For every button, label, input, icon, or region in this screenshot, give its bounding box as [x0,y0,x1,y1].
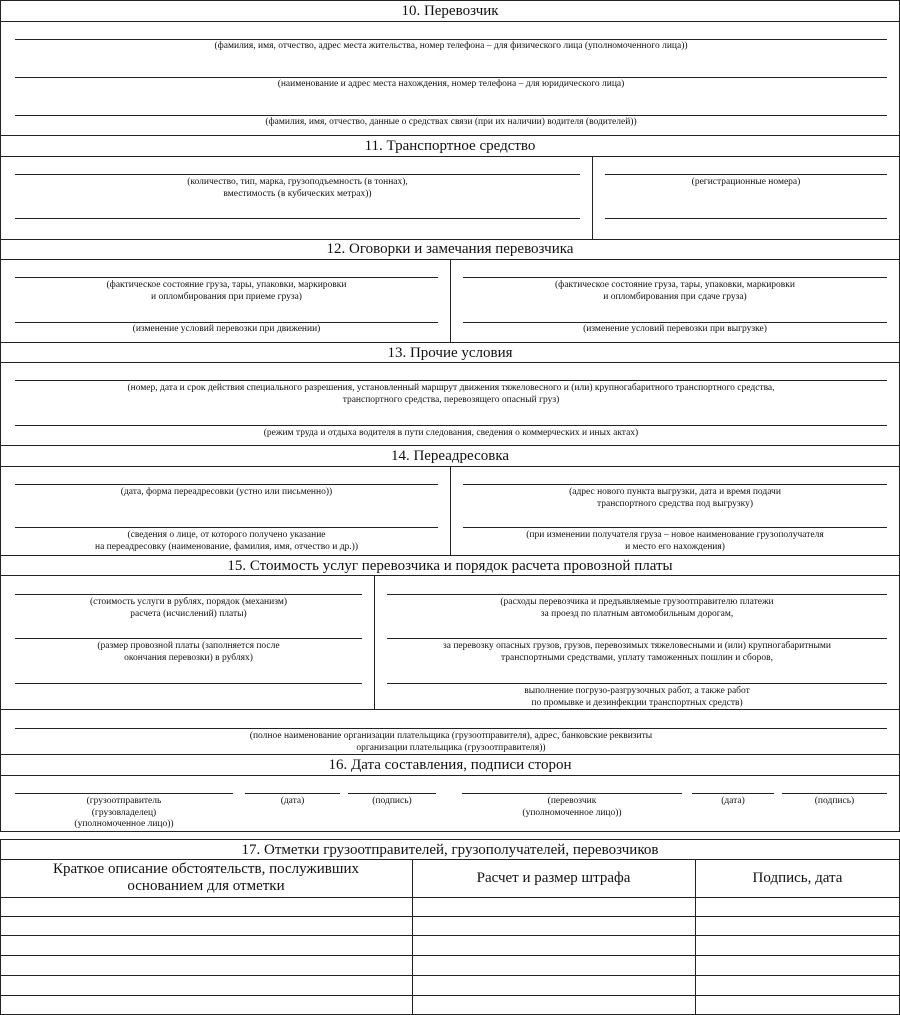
section-16-title-rule [0,775,900,776]
table-row[interactable] [0,935,900,936]
column-header-fine: Расчет и размер штрафа [476,870,631,886]
section-11-title: 11. Транспортное средство [364,138,536,154]
carrier-date-caption: (дата) [721,796,745,806]
vehicle-type-field[interactable] [15,174,580,175]
service-cost-field[interactable] [15,594,362,595]
special-permit-caption: (номер, дата и срок действия специального разрешения, установленный маршрут движения тяжеловесного и (или) крупногабаритного транспортного средства, транспортного средства, перевозящего опасный груз) [127,383,775,405]
column-header-signature: Подпись, дата [752,870,843,886]
redirect-person-caption: (сведения о лице, от которого получено указание на переадресовку (наименование, фамилия, имя, отчество и др.)) [95,530,358,552]
special-permit-field[interactable] [15,380,887,381]
new-unloading-address-caption: (адрес нового пункта выгрузки, дата и время подачи транспортного средства под выгрузку) [569,487,781,509]
section-10-title: 10. Перевозчик [401,3,499,19]
section-17-title: 17. Отметки грузоотправителей, грузополучателей, перевозчиков [241,842,659,858]
section-16-title: 16. Дата составления, подписи сторон [328,757,572,773]
section-12-divider [450,259,451,343]
loading-works-caption: выполнение погрузо-разгрузочных работ, а также работ по промывке и дезинфекции транспортных средств) [524,686,750,708]
carrier-caption: (перевозчик (уполномоченное лицо)) [522,796,622,818]
table-row[interactable] [0,955,900,956]
section-14-divider [450,466,451,556]
redirect-date-field[interactable] [15,484,438,485]
shipper-date-caption: (дата) [280,796,305,806]
carrier-sign-field[interactable] [782,793,887,794]
conditions-unloading-field[interactable] [463,322,887,323]
section-17-title-rule [0,859,900,860]
conditions-moving-caption: (изменение условий перевозки при движении) [132,324,321,334]
driver-caption: (фамилия, имя, отчество, данные о средствах связи (при их наличии) водителя (водителей)) [265,117,637,127]
section-15-title: 15. Стоимость услуг перевозчика и порядок расчета провозной платы [227,558,673,574]
driver-field[interactable] [15,115,887,116]
new-unloading-address-field[interactable] [463,484,887,485]
section-11-divider [592,156,593,240]
cargo-state-loading-caption: (фактическое состояние груза, тары, упаковки, маркировки и опломбирования при приеме груза) [106,280,347,302]
payer-organization-field[interactable] [15,728,887,729]
carrier-person-caption: (фамилия, имя, отчество, адрес места жительства, номер телефона – для физического лица (уполномоченного лица)) [214,41,688,51]
dangerous-goods-field[interactable] [387,638,887,639]
conditions-unloading-caption: (изменение условий перевозки при выгрузке) [583,324,767,334]
registration-number-caption: (регистрационные номера) [691,177,801,187]
section-15-title-rule [0,575,900,576]
driver-work-mode-caption: (режим труда и отдыха водителя в пути следования, сведения о коммерческих и иных актах) [263,428,639,438]
carrier-date-field[interactable] [692,793,774,794]
table-row[interactable] [0,995,900,996]
shipper-caption: (грузоотправитель (грузовладелец) (уполномоченное лицо)) [74,796,174,829]
dangerous-goods-caption: за перевозку опасных грузов, грузов, перевозимых тяжеловесными и (или) крупногабаритными транспортными средствами, уплату таможенных пошлин и сборов, [443,641,831,663]
new-consignee-field[interactable] [463,527,887,528]
service-cost-caption: (стоимость услуги в рублях, порядок (механизм) расчета (исчислений) платы) [89,597,288,619]
shipper-signature-field[interactable] [15,793,233,794]
freight-charge-field[interactable] [15,638,362,639]
cargo-state-loading-field[interactable] [15,277,438,278]
carrier-person-field[interactable] [15,39,887,40]
section-14-title: 14. Переадресовка [390,448,510,464]
section-15-divider [374,575,375,709]
section-15-inner-rule [0,709,900,710]
freight-charge-caption: (размер провозной платы (заполняется после окончания перевозки) в рублях) [97,641,280,663]
section-12-title: 12. Оговорки и замечания перевозчика [326,241,574,257]
new-consignee-caption: (при изменении получателя груза – новое наименование грузополучателя и место его нахождения) [526,530,824,552]
redirect-date-caption: (дата, форма переадресовки (устно или письменно)) [120,487,333,497]
cargo-state-delivery-field[interactable] [463,277,887,278]
registration-number-field-2[interactable] [605,218,887,219]
column-header-description: Краткое описание обстоятельств, послуживших основанием для отметки [53,861,359,894]
section-10-title-rule [0,21,900,22]
carrier-signature-field[interactable] [462,793,682,794]
shipper-sign-caption: (подпись) [372,796,412,806]
payer-organization-caption: (полное наименование организации плательщика (грузоотправителя), адрес, банковские реквизиты организации плательщика (грузоотправителя)) [249,731,653,753]
shipper-sign-field[interactable] [348,793,436,794]
carrier-company-caption: (наименование и адрес места нахождения, номер телефона – для юридического лица) [277,79,625,89]
table-row[interactable] [0,975,900,976]
toll-roads-caption: (расходы перевозчика и предъявляемые грузоотправителю платежи за проезд по платным автомобильным дорогам, [500,597,774,619]
driver-work-mode-field[interactable] [15,425,887,426]
redirect-person-field[interactable] [15,527,438,528]
carrier-company-field[interactable] [15,77,887,78]
freight-charge-field-2[interactable] [15,683,362,684]
shipper-date-field[interactable] [245,793,340,794]
section-13-title: 13. Прочие условия [387,345,513,361]
cargo-state-delivery-caption: (фактическое состояние груза, тары, упаковки, маркировки и опломбирования при сдаче груза) [555,280,795,302]
registration-number-field[interactable] [605,174,887,175]
vehicle-type-caption: (количество, тип, марка, грузоподъемность (в тоннах), вместимость (в кубических метрах)) [187,177,408,199]
toll-roads-field[interactable] [387,594,887,595]
vehicle-type-field-2[interactable] [15,218,580,219]
conditions-moving-field[interactable] [15,322,438,323]
loading-works-field[interactable] [387,683,887,684]
table-row[interactable] [0,916,900,917]
carrier-sign-caption: (подпись) [814,796,855,806]
section-13-title-rule [0,362,900,363]
table-header-rule [0,897,900,898]
section-11-title-rule [0,156,900,157]
